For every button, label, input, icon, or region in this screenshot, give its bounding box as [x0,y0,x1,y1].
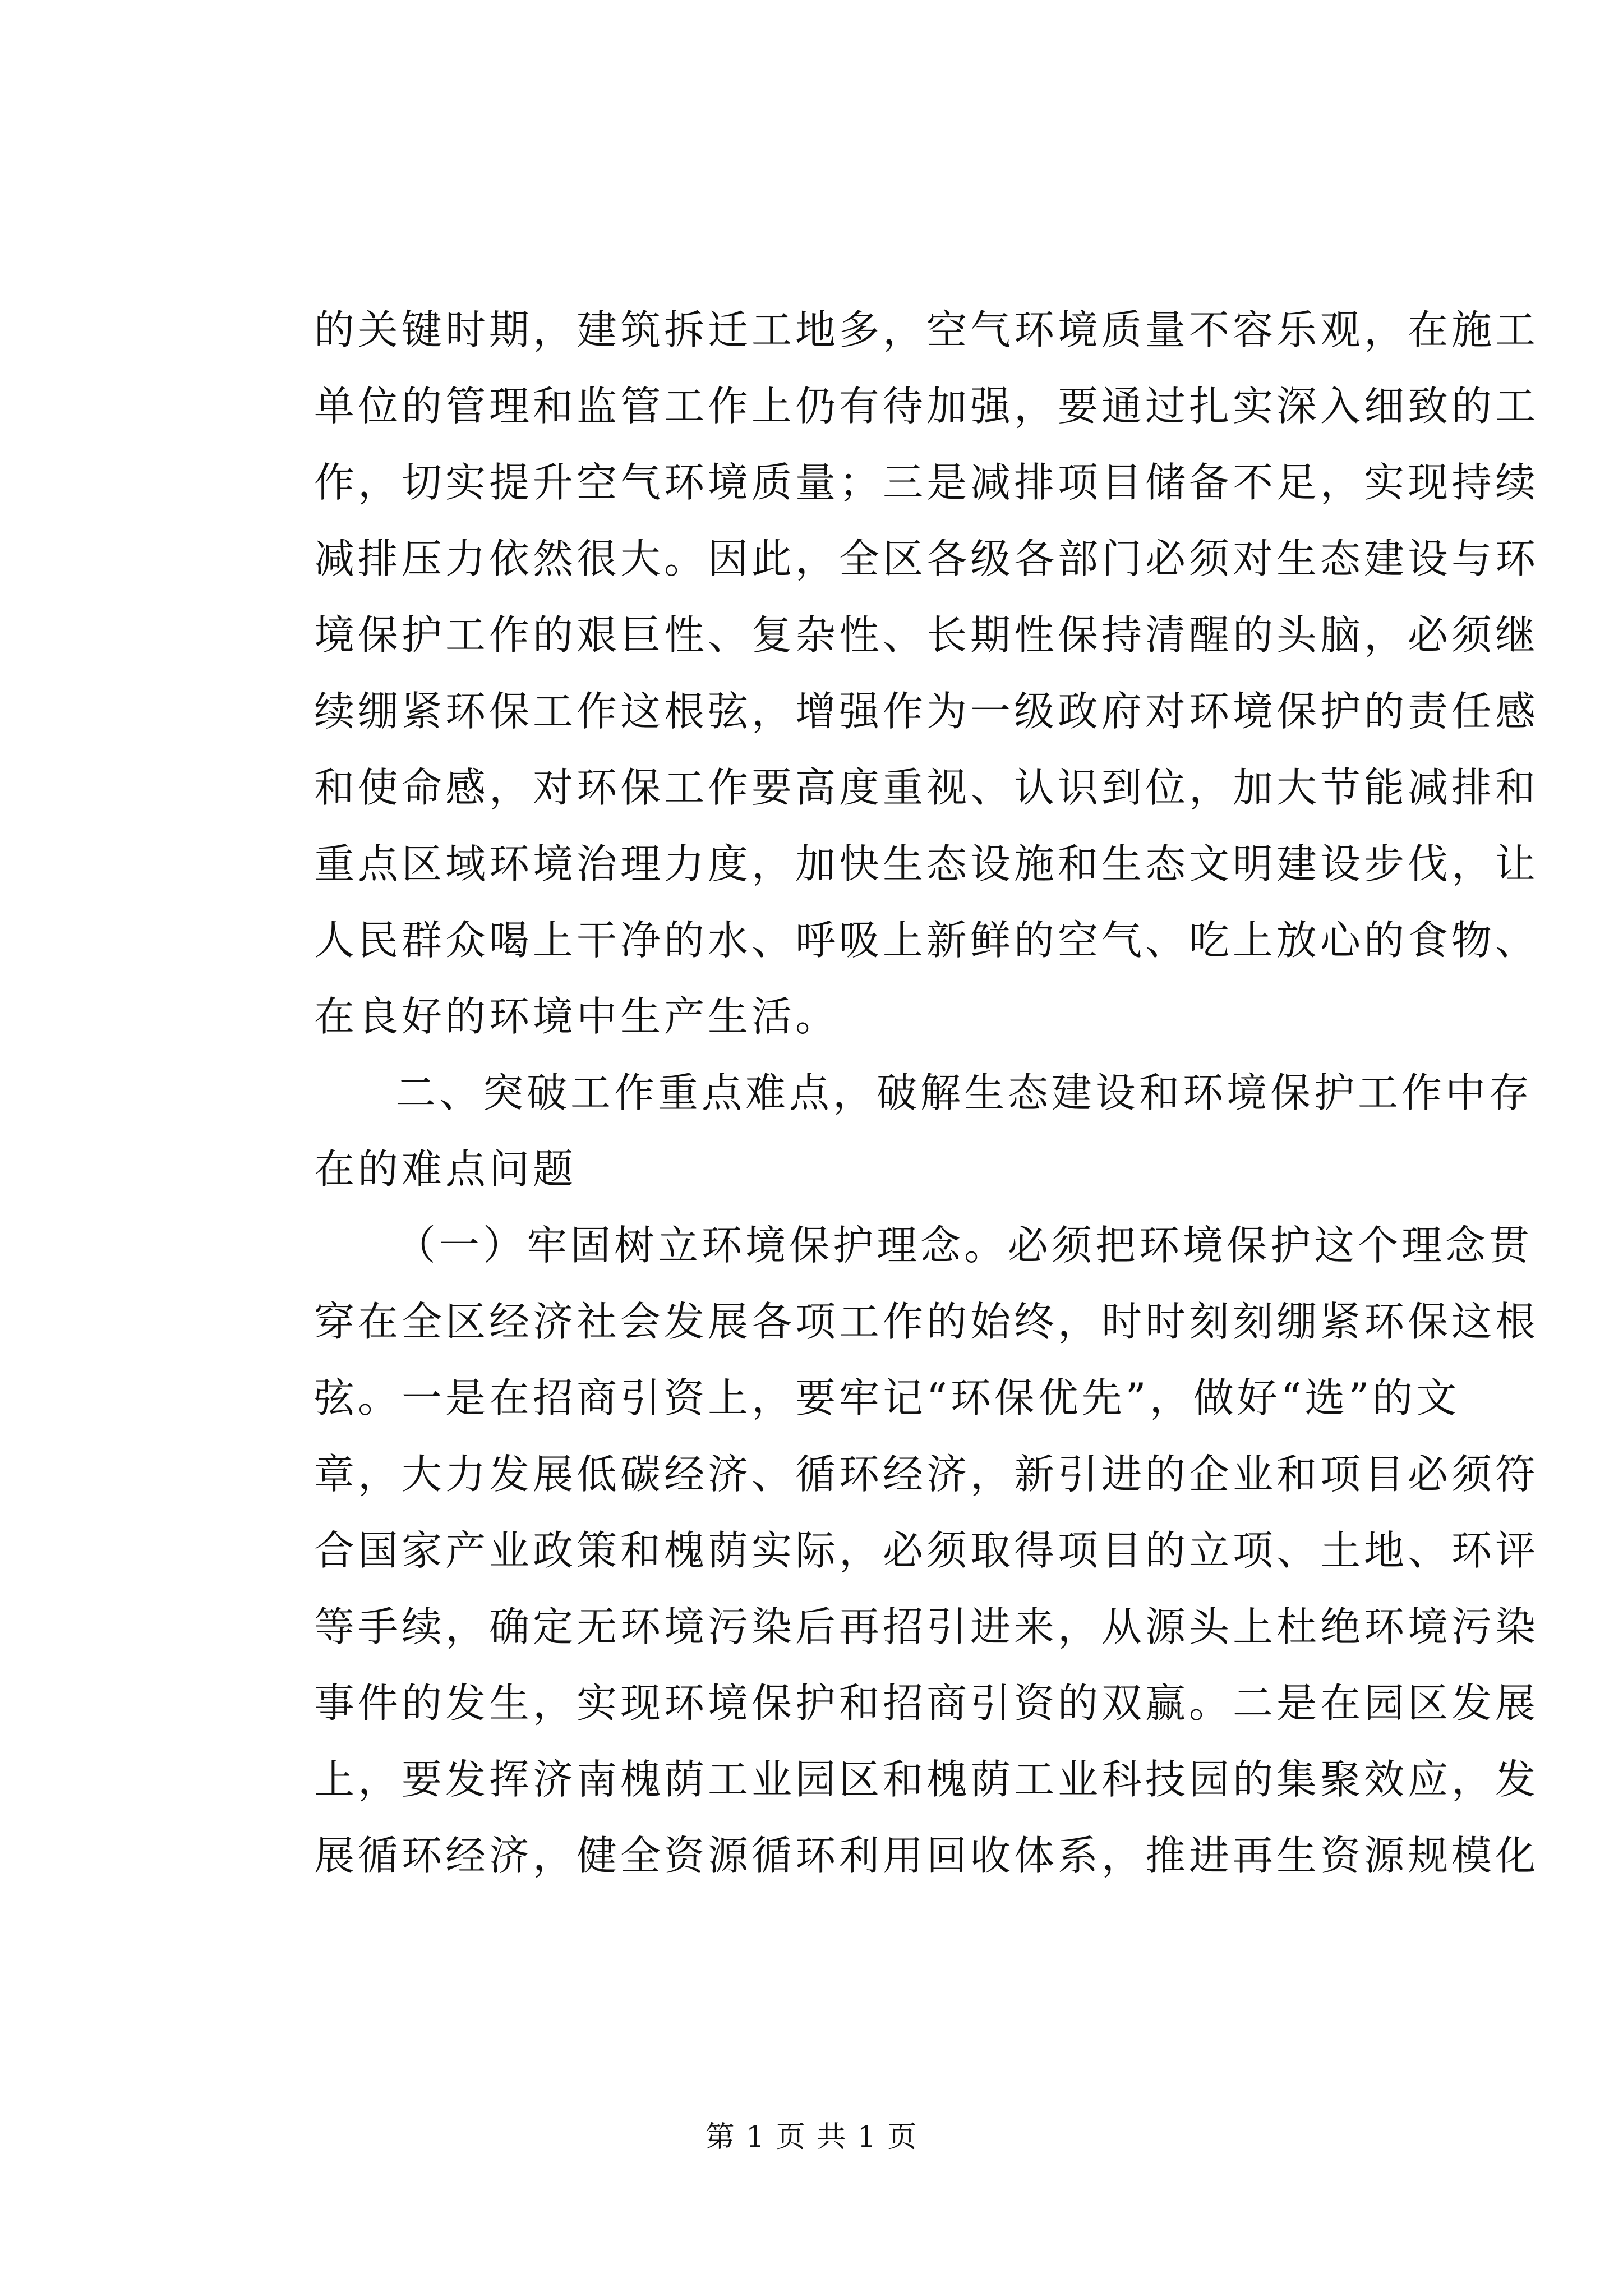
text-line: 在良好的环境中生产生活。 [314,993,840,1040]
text-line: 合国家产业政策和槐荫实际，必须取得项目的立项、土地、环评 [314,1527,1539,1574]
page-footer: 第 1 页 共 1 页 [705,2120,918,2154]
text-line: 展循环经济，健全资源循环利用回收体系，推进再生资源规模化 [314,1832,1539,1879]
text-line: 境保护工作的艰巨性、复杂性、长期性保持清醒的头脑，必须继 [314,611,1539,659]
section-heading-line: 二、突破工作重点难点，破解生态建设和环境保护工作中存 [395,1069,1533,1116]
text-line: 事件的发生，实现环境保护和招商引资的双赢。二是在园区发展 [314,1680,1539,1727]
text-line: 和使命感，对环保工作要高度重视、认识到位，加大节能减排和 [314,764,1539,811]
text-line: 作，切实提升空气环境质量；三是减排项目储备不足，实现持续 [314,459,1539,506]
text-line: 单位的管理和监管工作上仍有待加强，要通过扎实深入细致的工 [314,383,1539,430]
text-line: 弦。一是在招商引资上，要牢记“环保优先”，做好“选”的文 [314,1374,1460,1421]
text-line: 的关键时期，建筑拆迁工地多，空气环境质量不容乐观，在施工 [314,306,1539,353]
text-line: 重点区域环境治理力度，加快生态设施和生态文明建设步伐，让 [314,840,1539,887]
text-line: 人民群众喝上干净的水、呼吸上新鲜的空气、吃上放心的食物、 [314,917,1539,964]
document-body [314,292,1539,1894]
text-line: 等手续，确定无环境污染后再招引进来，从源头上杜绝环境污染 [314,1603,1539,1650]
text-line: 上，要发挥济南槐荫工业园区和槐荫工业科技园的集聚效应，发 [314,1756,1539,1803]
section-heading-line: 在的难点问题 [314,1145,577,1193]
subsection-heading-line: （一）牢固树立环境保护理念。必须把环境保护这个理念贯 [395,1222,1533,1269]
text-line: 章，大力发展低碳经济、循环经济，新引进的企业和项目必须符 [314,1451,1539,1498]
text-line: 减排压力依然很大。因此，全区各级各部门必须对生态建设与环 [314,535,1539,582]
text-line: 续绷紧环保工作这根弦，增强作为一级政府对环境保护的责任感 [314,688,1539,735]
text-line: 穿在全区经济社会发展各项工作的始终，时时刻刻绷紧环保这根 [314,1298,1539,1345]
